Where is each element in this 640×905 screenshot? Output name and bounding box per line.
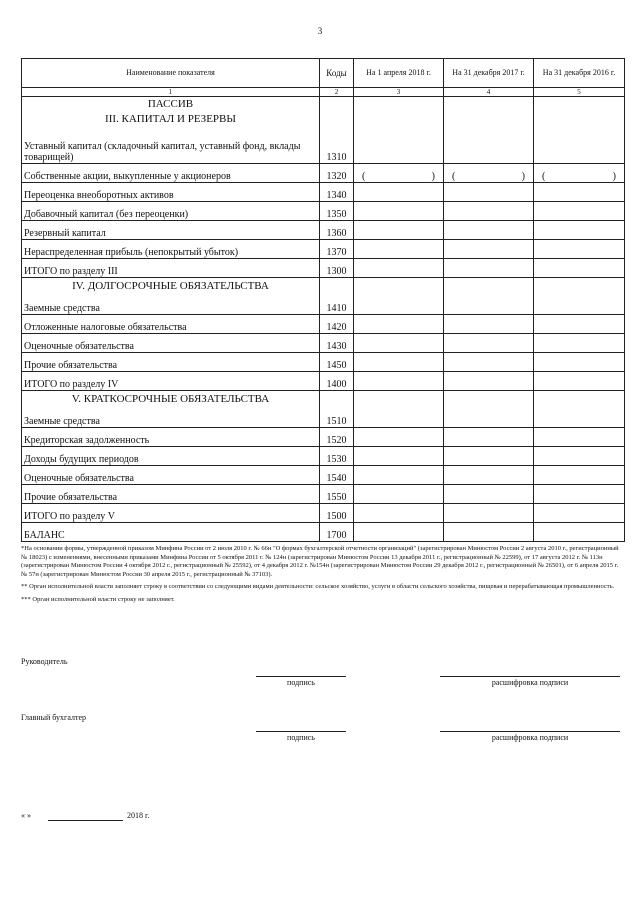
row-label: Добавочный капитал (без переоценки) [22, 202, 320, 221]
header-col4: На 31 декабря 2017 г. [444, 59, 534, 88]
table-row [22, 125, 625, 164]
table-row [22, 221, 625, 240]
footnote-3: *** Орган исполнительной власти строку не заполняет. [21, 595, 175, 603]
close-paren: ) [431, 171, 435, 182]
table-row [22, 485, 625, 504]
row-label: Переоценка внеоборотных активов [22, 183, 320, 202]
row-code: 1450 [320, 353, 354, 372]
column-number: 5 [534, 88, 625, 97]
accountant-signature-line [256, 731, 346, 732]
table-row [22, 447, 625, 466]
open-paren: ( [362, 171, 366, 182]
footnote-2: ** Орган исполнительной власти заполняет строку в соответствии со следующими видами деятельности: сельское хозяйство, услуги в области сельского хозяйства, пищевая и перерабатывающая промышленность. [21, 583, 615, 590]
director-signature-line [256, 676, 346, 677]
open-paren: ( [542, 171, 546, 182]
section-5-title: V. КРАТКОСРОЧНЫЕ ОБЯЗАТЕЛЬСТВА [22, 391, 320, 406]
table-row [22, 523, 625, 542]
header-col5: На 31 декабря 2016 г. [534, 59, 625, 88]
column-number: 1 [22, 88, 320, 97]
row-code: 1700 [320, 523, 354, 542]
row-label: ИТОГО по разделу IV [22, 372, 320, 391]
row-code: 1320 [320, 164, 354, 183]
table-header-row [22, 59, 625, 88]
row-code: 1420 [320, 315, 354, 334]
table-row [22, 334, 625, 353]
row-code: 1410 [320, 292, 354, 315]
row-label: Уставный капитал (складочный капитал, уставный фонд, вклады товарищей) [22, 125, 320, 164]
section-passive: ПАССИВ [22, 97, 320, 111]
row-code: 1540 [320, 466, 354, 485]
open-paren: ( [452, 171, 456, 182]
row-label: Нераспределенная прибыль (непокрытый убыток) [22, 240, 320, 259]
row-code: 1530 [320, 447, 354, 466]
column-number: 2 [320, 88, 354, 97]
header-col3: На 1 апреля 2018 г. [354, 59, 444, 88]
section-4-title: IV. ДОЛГОСРОЧНЫЕ ОБЯЗАТЕЛЬСТВА [22, 278, 320, 293]
row-code: 1350 [320, 202, 354, 221]
balance-table [21, 58, 625, 542]
accountant-label: Главный бухгалтер [21, 713, 86, 722]
row-label: Прочие обязательства [22, 485, 320, 504]
accountant-signature-caption: подпись [287, 733, 315, 742]
row-code: 1360 [320, 221, 354, 240]
header-name: Наименование показателя [22, 59, 320, 88]
section-heading-row [22, 391, 625, 406]
row-code: 1520 [320, 428, 354, 447]
table-row [22, 164, 625, 183]
table-row [22, 183, 625, 202]
row-code: 1510 [320, 405, 354, 428]
close-paren: ) [521, 171, 525, 182]
row-code: 1310 [320, 125, 354, 164]
section-heading-row [22, 278, 625, 293]
table-row [22, 202, 625, 221]
row-label: Собственные акции, выкупленные у акционеров [22, 164, 320, 183]
row-code: 1400 [320, 372, 354, 391]
table-row [22, 428, 625, 447]
accountant-decoding-line [440, 731, 620, 732]
row-label: Резервный капитал [22, 221, 320, 240]
row-label: Оценочные обязательства [22, 466, 320, 485]
column-number-row [22, 88, 625, 97]
table-row [22, 504, 625, 523]
table-row [22, 466, 625, 485]
table-row [22, 405, 625, 428]
row-label: Прочие обязательства [22, 353, 320, 372]
header-codes: Коды [320, 59, 354, 88]
table-row [22, 240, 625, 259]
row-code: 1370 [320, 240, 354, 259]
row-code: 1500 [320, 504, 354, 523]
row-label: Оценочные обязательства [22, 334, 320, 353]
row-code: 1550 [320, 485, 354, 504]
director-decoding-caption: расшифровка подписи [491, 678, 569, 687]
row-code: 1340 [320, 183, 354, 202]
column-number: 3 [354, 88, 444, 97]
section-heading-row [22, 97, 625, 111]
director-signature-caption: подпись [287, 678, 315, 687]
row-label: Кредиторская задолженность [22, 428, 320, 447]
director-decoding-line [440, 676, 620, 677]
director-label: Руководитель [21, 657, 68, 666]
column-number: 4 [444, 88, 534, 97]
row-code: 1430 [320, 334, 354, 353]
row-label: БАЛАНС [22, 523, 320, 542]
table-row [22, 353, 625, 372]
section-3-title: III. КАПИТАЛ И РЕЗЕРВЫ [22, 110, 320, 125]
footnotes [21, 545, 624, 608]
page-number: 3 [317, 26, 323, 36]
section-heading-row [22, 110, 625, 125]
table-row [22, 292, 625, 315]
date-year: 2018 г. [127, 811, 150, 820]
row-label: Заемные средства [22, 405, 320, 428]
row-label: ИТОГО по разделу V [22, 504, 320, 523]
date-day: « » [21, 811, 31, 820]
row-label: Доходы будущих периодов [22, 447, 320, 466]
row-label: Заемные средства [22, 292, 320, 315]
close-paren: ) [612, 171, 616, 182]
table-row [22, 372, 625, 391]
row-label: Отложенные налоговые обязательства [22, 315, 320, 334]
date-month-line [48, 820, 123, 821]
accountant-decoding-caption: расшифровка подписи [491, 733, 569, 742]
table-row [22, 315, 625, 334]
row-label: ИТОГО по разделу III [22, 259, 320, 278]
row-code: 1300 [320, 259, 354, 278]
table-row [22, 259, 625, 278]
footnote-1: *На основании формы, утвержденной приказом Минфина России от 2 июля 2010 г. № 66н "О формах бухгалтерской отчетности организаций" (зарегистрирован Минюстом России 2 августа 2010 г., регистрационный № 18023) с изменениями, внесенными приказами Минфина России от 5 октября 2011 г. № 124н (зарегистрирован Минюстом России 13 декабря 2011 г., регистрационный № 22599), от 17 августа 2012 г. № 113н (зарегистрирован Минюстом России 4 октября 2012 г., регистрационный № 25592), от 4 декабря 2012 г. №154н (зарегистрирован Минюстом России 29 декабря 2012 г., регистрационный № 26501), от 6 апреля 2015 г. № 57н (зарегистрирован Минюстом России 30 апреля 2015 г., регистрационный № 37103). [21, 545, 619, 578]
